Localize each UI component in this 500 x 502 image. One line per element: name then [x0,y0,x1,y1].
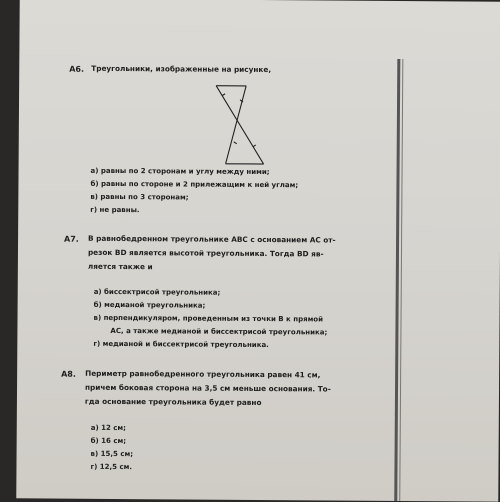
paper-sheet [16,0,500,502]
option-a7-b: б) медианой треугольника; [94,299,206,313]
option-a7-c: в) перпендикуляром, проведенным из точки B к прямой [93,312,323,327]
option-a8-d: г) 12,5 см. [90,461,132,474]
option-a7-d: г) медианой и биссектрисой треугольника. [93,338,269,352]
question-text-a7-line3: ляется также и [88,260,153,274]
option-a8-b: б) 16 см; [91,435,126,448]
option-a7-c-cont: AC, а также медианой и биссектрисой треугольника; [110,325,327,340]
option-a8-a: а) 12 см; [91,422,126,435]
tick-mark [234,142,237,144]
triangles-figure [204,82,285,168]
crossing-line-1 [216,86,265,164]
question-text-a7-line2: резок BD является высотой треугольника. Тогда BD яв- [88,246,324,261]
option-a6-b: б) равны по стороне и 2 прилежащим к ней углам; [90,178,298,192]
option-a6-c: в) равны по 3 сторонам; [90,191,188,205]
question-text-a7-line1: В равнобедренном треугольнике ABC с основанием AC от- [88,232,336,247]
question-text-a6: Треугольники, изображенные на рисунке, [91,62,271,77]
question-text-a8-line1: Периметр равнобедренного треугольника равен 41 см, [85,367,320,382]
question-number-a7: А7. [64,235,79,244]
question-number-a6: А6. [69,65,84,74]
tick-mark [222,94,225,96]
option-a8-c: в) 15,5 см; [91,448,134,461]
question-text-a8-line2: причем боковая сторона на 3,5 см меньше основания. То- [85,381,331,396]
question-number-a8: А8. [61,370,76,379]
option-a7-a: а) биссектрисой треугольника; [94,286,221,300]
option-a6-d: г) не равны. [90,204,139,217]
crossing-line-2 [226,86,247,164]
question-text-a8-line3: гда основание треугольника будет равно [85,395,262,410]
option-a6-a: а) равны по 2 сторонам и углу между ними; [90,165,269,179]
page-content [16,0,500,502]
